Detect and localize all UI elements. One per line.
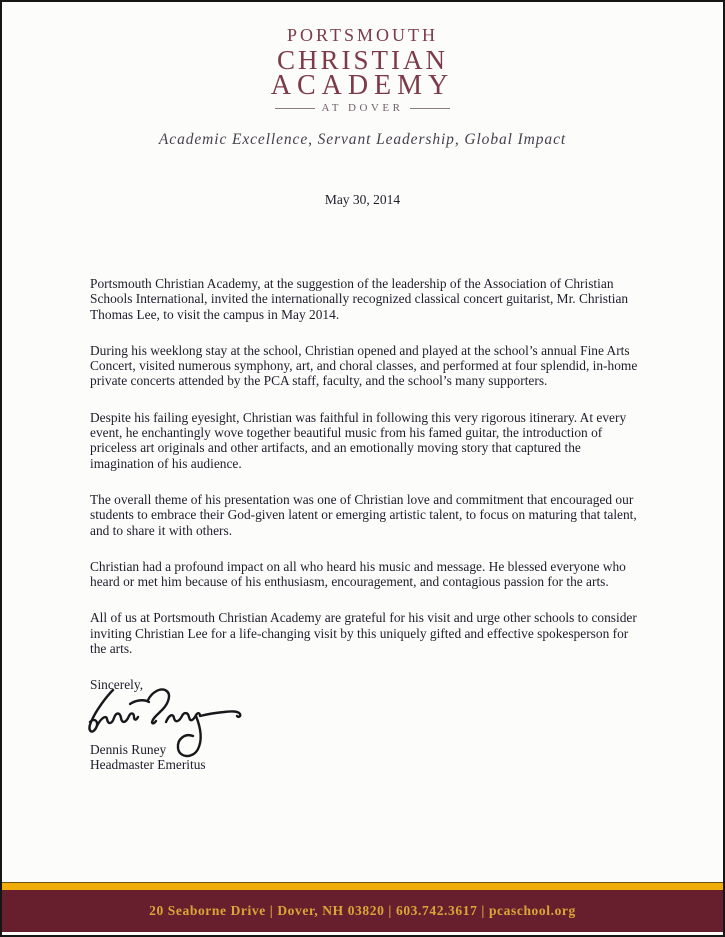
footer-gold-stripe	[2, 882, 723, 890]
paragraph-1: Portsmouth Christian Academy, at the suggestion of the leadership of the Association of Christian Schools International, invited the internationally recognized classical concert guitarist, Mr. Christian Thomas Lee, to visit the campus in May 2014.	[90, 276, 629, 322]
paragraph-2: During his weeklong stay at the school, Christian opened and played at the school’s annual Fine Arts Concert, visited numerous symphony, art, and choral classes, and performed at four splendid, in-home private concerts attended by the PCA staff, faculty, and the school’s many supporters.	[90, 342, 638, 389]
closing-block	[90, 677, 723, 772]
logo-location-text: AT DOVER	[321, 102, 404, 114]
footer-maroon-bar	[2, 890, 723, 932]
closing-salutation: Sincerely,	[90, 677, 144, 693]
letter-date: May 30, 2014	[324, 192, 401, 207]
paragraph-4: The overall theme of his presentation was one of Christian love and commitment that encouraged our students to embrace their God-given latent or emerging artistic talent, to focus on maturing that talent, and to share it with others.	[90, 491, 637, 538]
letterhead-logo	[2, 2, 723, 113]
signer-name: Dennis Runey	[90, 741, 167, 757]
signer-title: Headmaster Emeritus	[90, 757, 206, 773]
logo-line-portsmouth: PORTSMOUTH	[287, 25, 438, 45]
footer-band	[2, 882, 723, 932]
letter-body	[90, 276, 646, 656]
school-motto: Academic Excellence, Servant Leadership, Global Impact	[158, 131, 567, 148]
footer-contact-info: 20 Seaborne Drive | Dover, NH 03820 | 603.742.3617 | pcaschool.org	[149, 903, 576, 918]
paragraph-3: Despite his failing eyesight, Christian was faithful in following this very rigorous itinerary. At every event, he enchantingly wove together beautiful music from his famed guitar, the introduction of priceless art originals and other artifacts, and an emotionally moving story that captured the imagination of his audience.	[90, 409, 627, 471]
divider-line-left	[275, 108, 315, 109]
paragraph-6: All of us at Portsmouth Christian Academy are grateful for his visit and urge other schools to consider inviting Christian Lee for a life-changing visit by this uniquely gifted and effective spokesperson for the arts.	[90, 610, 637, 657]
paragraph-5: Christian had a profound impact on all who heard his music and message. He blessed everyone who heard or met him because of his enthusiasm, encouragement, and contagious passion for the arts.	[90, 558, 626, 590]
divider-line-right	[410, 108, 450, 109]
logo-line-academy: ACADEMY	[270, 70, 455, 101]
logo-location-line	[2, 103, 723, 113]
logo-line-christian: CHRISTIAN	[276, 45, 448, 75]
signer-block	[90, 742, 723, 773]
